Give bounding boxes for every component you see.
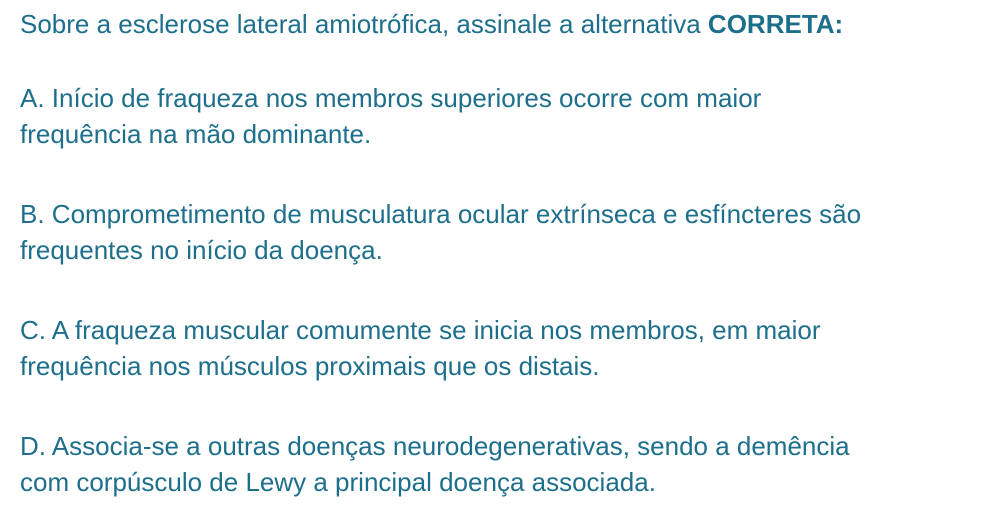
question-emphasis: CORRETA:	[707, 9, 844, 39]
option-c[interactable]	[20, 312, 821, 384]
option-a[interactable]	[20, 80, 761, 152]
option-d-line-2: com corpúsculo de Lewy a principal doença associada.	[20, 467, 656, 497]
option-d-line-1: D. Associa-se a outras doenças neurodegenerativas, sendo a demência	[20, 431, 850, 461]
question-stem	[20, 6, 843, 42]
option-c-line-2: frequência nos músculos proximais que os distais.	[20, 351, 600, 381]
question-text: Sobre a esclerose lateral amiotrófica, assinale a alternativa	[20, 9, 708, 39]
option-c-line-1: C. A fraqueza muscular comumente se inicia nos membros, em maior	[20, 315, 821, 345]
option-d[interactable]	[20, 428, 850, 500]
option-b-line-2: frequentes no início da doença.	[20, 235, 383, 265]
option-b-line-1: B. Comprometimento de musculatura ocular extrínseca e esfíncteres são	[20, 199, 862, 229]
option-a-line-1: A. Início de fraqueza nos membros superiores ocorre com maior	[20, 83, 762, 113]
option-b[interactable]	[20, 196, 861, 268]
option-a-line-2: frequência na mão dominante.	[20, 119, 372, 149]
